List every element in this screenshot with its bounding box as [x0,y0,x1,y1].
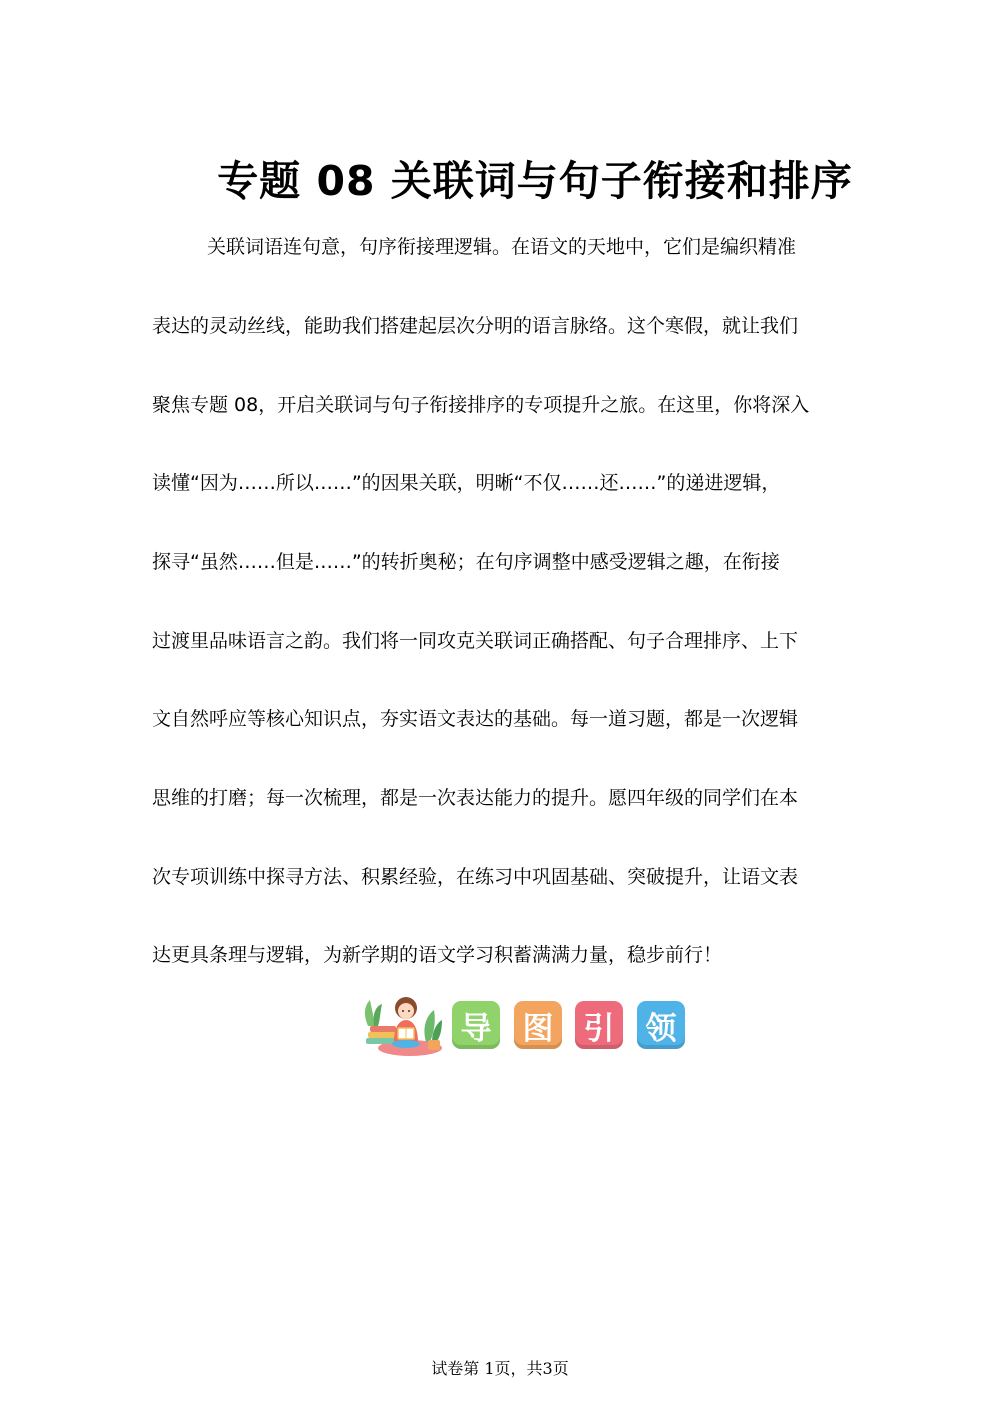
page-footer: 试卷第 1页，共3页 [431,1359,569,1378]
tile-char: 领 [645,1010,677,1047]
document-title: 专题 08 关联词与句子衔接和排序 [217,157,853,205]
guide-map-banner [360,992,690,1058]
tile-char: 图 [522,1010,554,1047]
intro-line: 表达的灵动丝线，能助我们搭建起层次分明的语言脉络。这个寒假，就让我们 [152,315,799,337]
intro-line: 文自然呼应等核心知识点，夯实语文表达的基础。每一道习题，都是一次逻辑 [152,708,799,730]
intro-line: 达更具条理与逻辑，为新学期的语文学习积蓄满满力量，稳步前行！ [152,944,723,966]
reading-girl-illustration [360,992,444,1058]
map-tile [514,1001,562,1049]
guide-tile [452,1001,500,1049]
tile-char: 导 [460,1010,492,1047]
intro-line: 读懂“因为……所以……”的因果关联，明晰“不仅……还……”的递进逻辑， [152,472,781,494]
intro-line: 次专项训练中探寻方法、积累经验，在练习中巩固基础、突破提升，让语文表 [152,866,799,888]
lead-tile [575,1001,623,1049]
intro-line: 探寻“虽然……但是……”的转折奥秘；在句序调整中感受逻辑之趣，在衔接 [152,551,780,573]
intro-line: 思维的打磨；每一次梳理，都是一次表达能力的提升。愿四年级的同学们在本 [152,787,799,809]
tile-char: 引 [583,1010,615,1047]
intro-line: 过渡里品味语言之韵。我们将一同攻克关联词正确搭配、句子合理排序、上下 [152,630,799,652]
intro-line: 关联词语连句意，句序衔接理逻辑。在语文的天地中，它们是编织精准 [207,236,797,258]
direct-tile [637,1001,685,1049]
intro-line: 聚焦专题 08，开启关联词与句子衔接排序的专项提升之旅。在这里，你将深入 [152,394,810,416]
